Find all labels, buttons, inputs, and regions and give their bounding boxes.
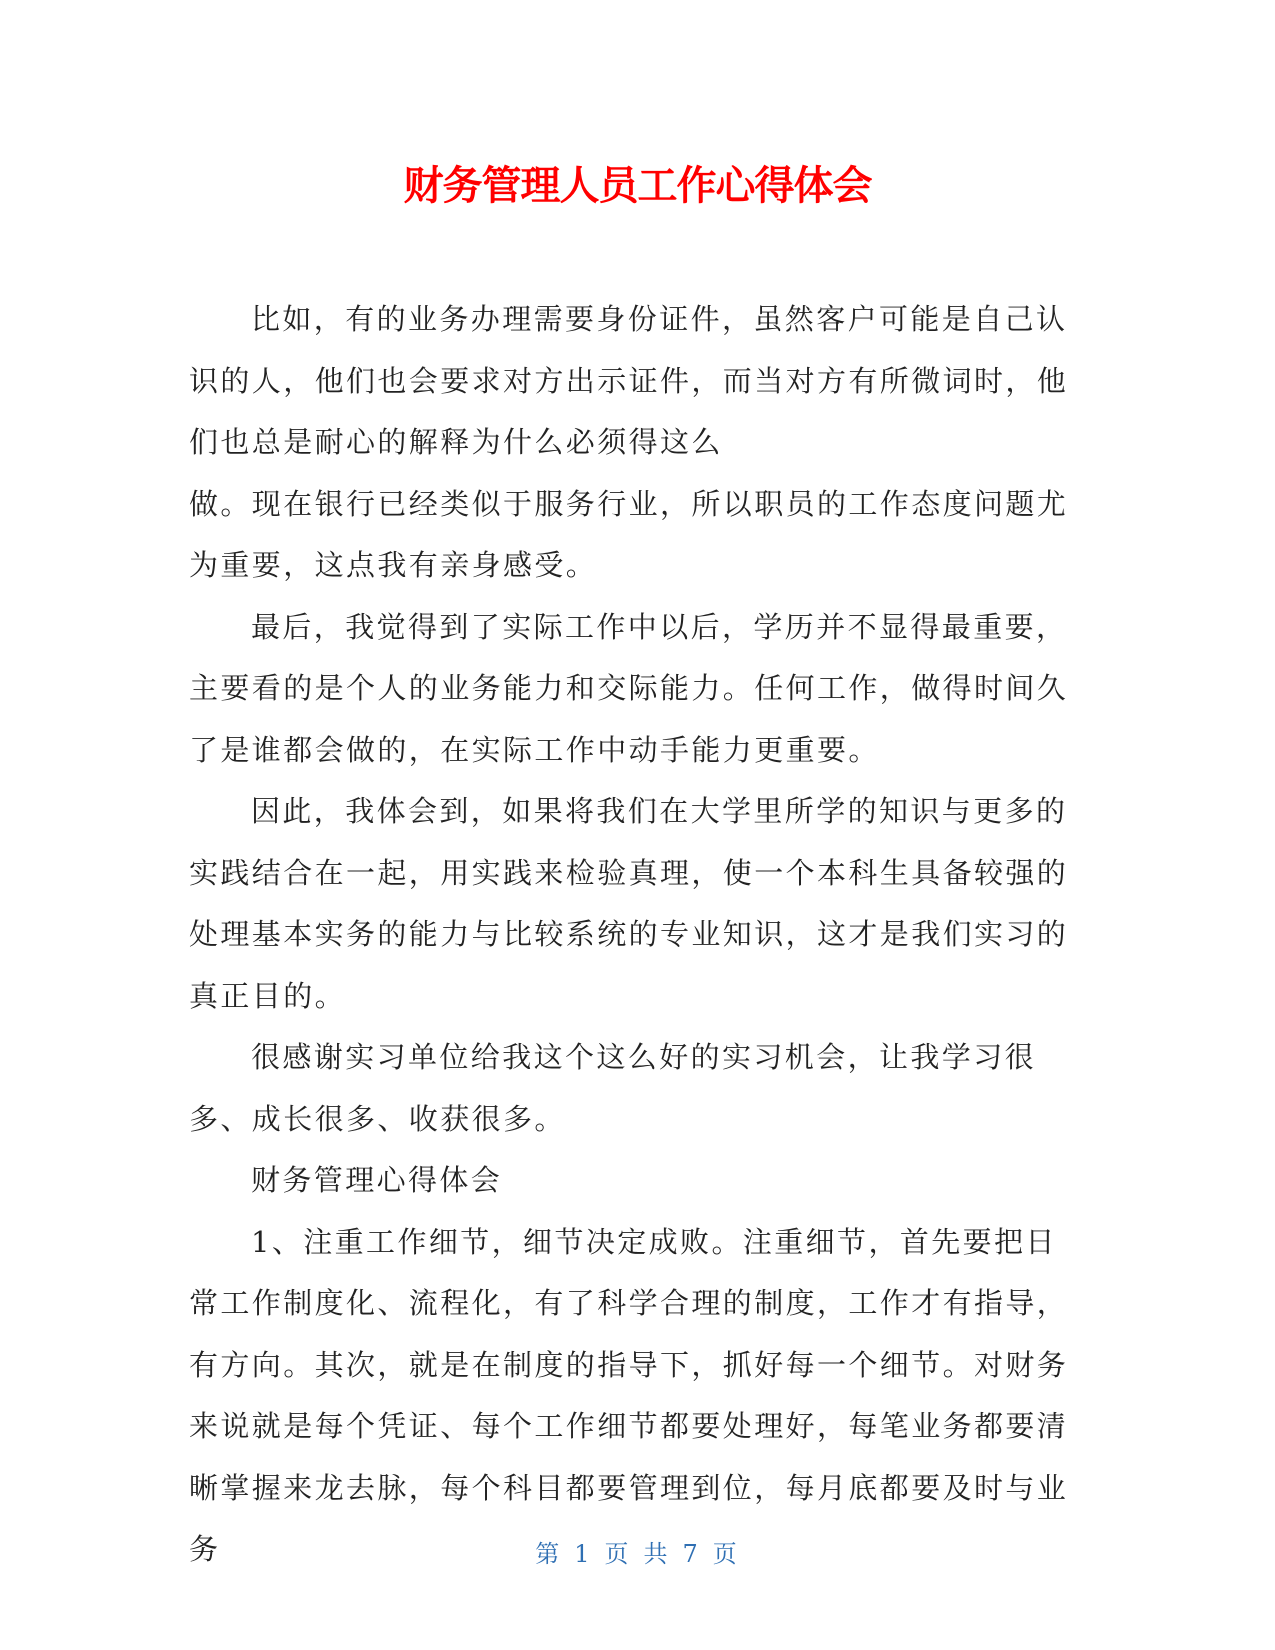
- paragraph: 比如，有的业务办理需要身份证件，虽然客户可能是自己认识的人，他们也会要求对方出示证件，而当对方有所微词时，他们也总是耐心的解释为什么必须得这么: [189, 302, 1069, 459]
- current-page-number: 1: [574, 1540, 593, 1568]
- paragraph: 1、注重工作细节，细节决定成败。注重细节，首先要把日常工作制度化、流程化，有了科学合理的制度，工作才有指导，有方向。其次，就是在制度的指导下，抓好每一个细节。对财务来说就是每个凭证、每个工作细节都要处理好，每笔业务都要清晰掌握来龙去脉，每个科目都要管理到位，每月底都要及时与业务: [189, 1224, 1069, 1566]
- page-footer: [0, 1538, 1275, 1570]
- total-label-prefix: 共: [643, 1540, 671, 1568]
- section-heading: 财务管理心得体会: [251, 1163, 503, 1197]
- document-title: 财务管理人员工作心得体会: [403, 163, 872, 209]
- page-label-suffix: 页: [712, 1540, 740, 1568]
- paragraph: 做。现在银行已经类似于服务行业，所以职员的工作态度问题尤为重要，这点我有亲身感受。: [189, 486, 1069, 582]
- page-label-mid: 页: [604, 1540, 632, 1568]
- paragraph: 很感谢实习单位给我这个这么好的实习机会，让我学习很多、成长很多、收获很多。: [189, 1040, 1037, 1136]
- paragraph: 因此，我体会到，如果将我们在大学里所学的知识与更多的实践结合在一起，用实践来检验真理，使一个本科生具备较强的处理基本实务的能力与比较系统的专业知识，这才是我们实习的真正目的。: [189, 794, 1069, 1013]
- document-body: [189, 289, 1069, 1581]
- page-label-prefix: 第: [535, 1540, 563, 1568]
- total-pages-number: 7: [682, 1540, 701, 1568]
- paragraph: 最后，我觉得到了实际工作中以后，学历并不显得最重要，主要看的是个人的业务能力和交际能力。任何工作，做得时间久了是谁都会做的，在实际工作中动手能力更重要。: [189, 609, 1069, 767]
